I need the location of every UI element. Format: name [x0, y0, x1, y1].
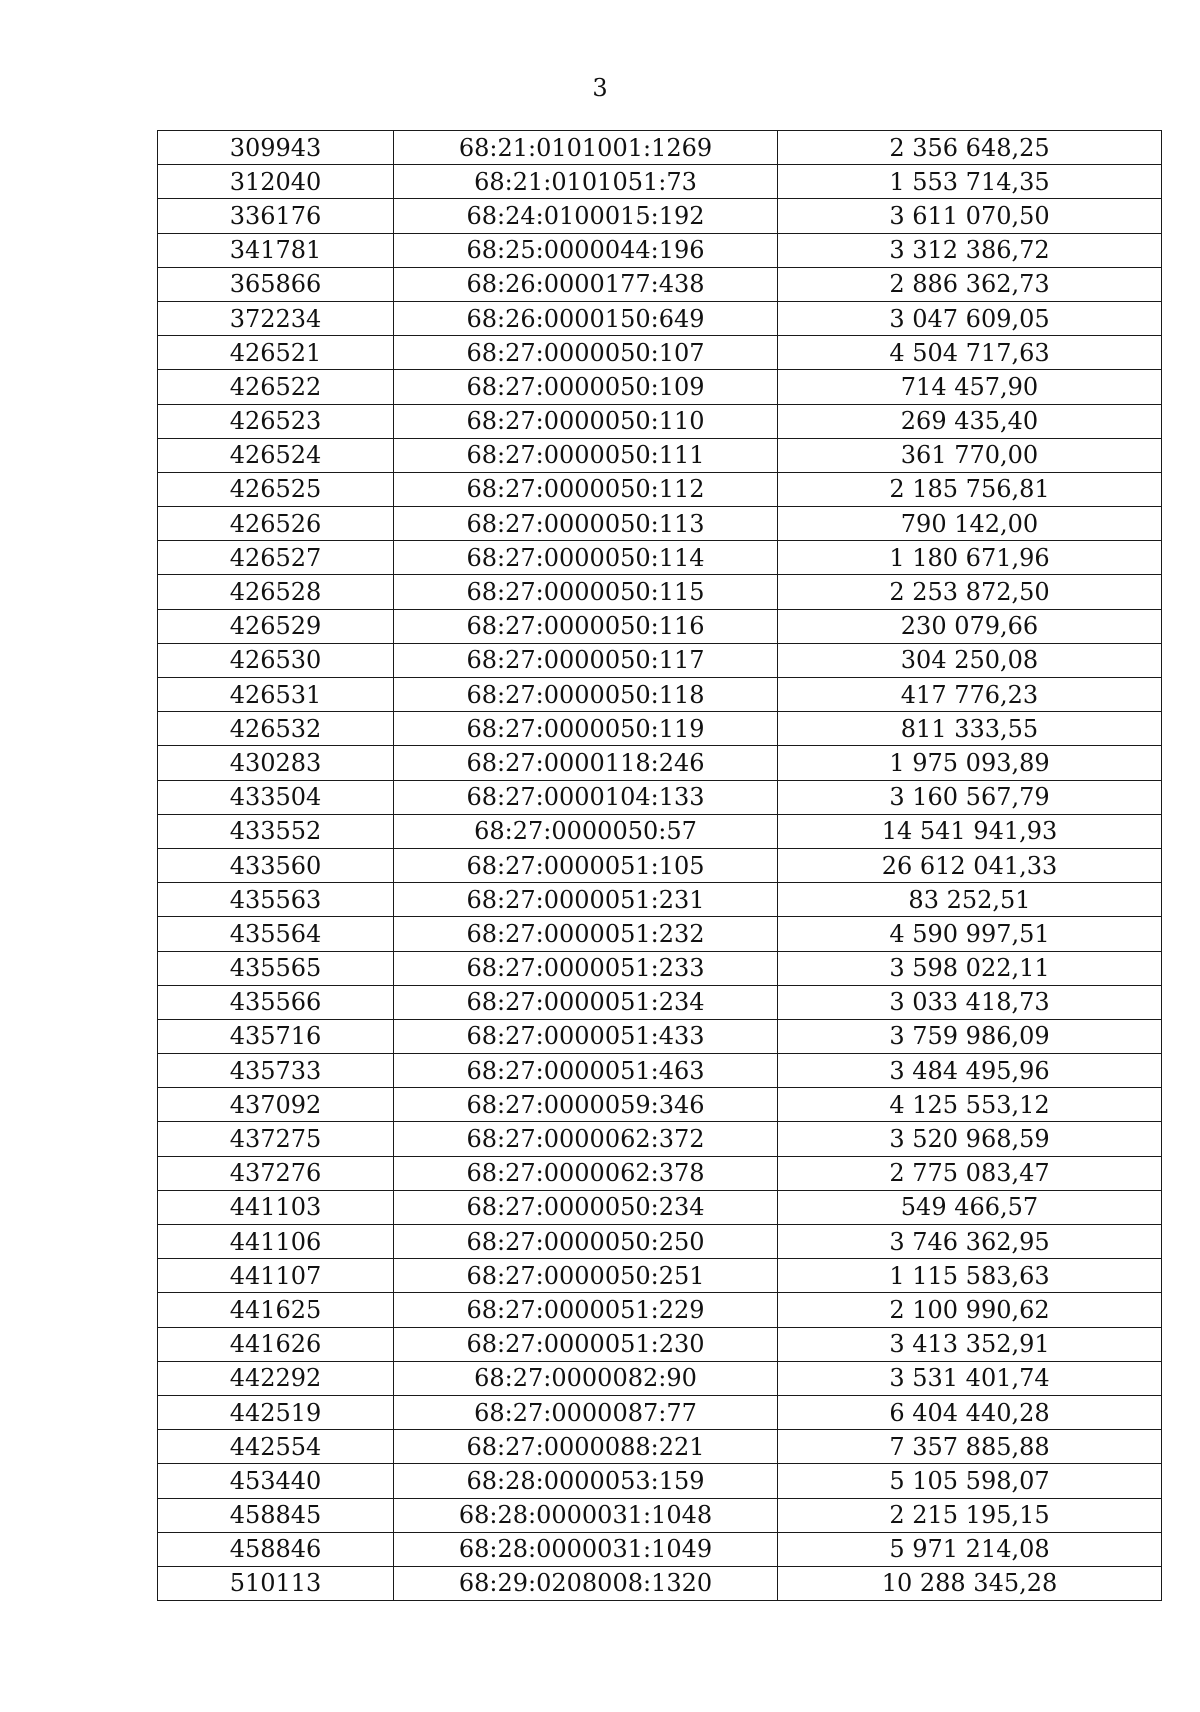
object-id-cell: 426524 — [158, 438, 394, 472]
cadastral-number-cell: 68:27:0000062:372 — [394, 1122, 778, 1156]
cadastral-value-cell: 4 590 997,51 — [778, 917, 1162, 951]
cadastral-value-cell: 1 115 583,63 — [778, 1259, 1162, 1293]
object-id-cell: 435565 — [158, 951, 394, 985]
cadastral-value-cell: 14 541 941,93 — [778, 814, 1162, 848]
object-id-cell: 441626 — [158, 1327, 394, 1361]
cadastral-number-cell: 68:27:0000050:109 — [394, 370, 778, 404]
cadastral-number-cell: 68:27:0000050:116 — [394, 609, 778, 643]
table-row — [158, 814, 1162, 848]
table-row — [158, 780, 1162, 814]
cadastral-number-cell: 68:27:0000051:433 — [394, 1019, 778, 1053]
object-id-cell: 433560 — [158, 848, 394, 882]
object-id-cell: 435716 — [158, 1019, 394, 1053]
object-id-cell: 312040 — [158, 165, 394, 199]
table-row — [158, 746, 1162, 780]
cadastral-value-cell: 10 288 345,28 — [778, 1566, 1162, 1600]
table-row — [158, 1498, 1162, 1532]
cadastral-number-cell: 68:27:0000082:90 — [394, 1361, 778, 1395]
cadastral-value-cell: 3 611 070,50 — [778, 199, 1162, 233]
cadastral-value-cell: 4 504 717,63 — [778, 336, 1162, 370]
table-row — [158, 1190, 1162, 1224]
table-row — [158, 301, 1162, 335]
table-row — [158, 370, 1162, 404]
cadastral-value-cell: 5 971 214,08 — [778, 1532, 1162, 1566]
cadastral-value-cell: 3 033 418,73 — [778, 985, 1162, 1019]
cadastral-number-cell: 68:27:0000050:118 — [394, 678, 778, 712]
table-body — [158, 131, 1162, 1601]
cadastral-number-cell: 68:27:0000050:110 — [394, 404, 778, 438]
cadastral-number-cell: 68:21:0101051:73 — [394, 165, 778, 199]
cadastral-number-cell: 68:28:0000031:1048 — [394, 1498, 778, 1532]
cadastral-number-cell: 68:27:0000051:230 — [394, 1327, 778, 1361]
object-id-cell: 437275 — [158, 1122, 394, 1156]
table-row — [158, 609, 1162, 643]
object-id-cell: 435566 — [158, 985, 394, 1019]
object-id-cell: 336176 — [158, 199, 394, 233]
cadastral-value-cell: 4 125 553,12 — [778, 1088, 1162, 1122]
cadastral-value-cell: 3 531 401,74 — [778, 1361, 1162, 1395]
cadastral-number-cell: 68:27:0000051:232 — [394, 917, 778, 951]
object-id-cell: 441103 — [158, 1190, 394, 1224]
cadastral-value-cell: 1 180 671,96 — [778, 541, 1162, 575]
cadastral-number-cell: 68:27:0000059:346 — [394, 1088, 778, 1122]
cadastral-value-cell: 549 466,57 — [778, 1190, 1162, 1224]
cadastral-number-cell: 68:27:0000051:234 — [394, 985, 778, 1019]
table-row — [158, 1259, 1162, 1293]
cadastral-value-cell: 3 746 362,95 — [778, 1225, 1162, 1259]
cadastral-value-cell: 417 776,23 — [778, 678, 1162, 712]
cadastral-number-cell: 68:27:0000051:105 — [394, 848, 778, 882]
object-id-cell: 458845 — [158, 1498, 394, 1532]
cadastral-value-cell: 3 759 986,09 — [778, 1019, 1162, 1053]
object-id-cell: 341781 — [158, 233, 394, 267]
object-id-cell: 435563 — [158, 883, 394, 917]
object-id-cell: 435733 — [158, 1054, 394, 1088]
object-id-cell: 442292 — [158, 1361, 394, 1395]
object-id-cell: 365866 — [158, 267, 394, 301]
table-row — [158, 1532, 1162, 1566]
table-row — [158, 233, 1162, 267]
cadastral-value-cell: 3 484 495,96 — [778, 1054, 1162, 1088]
table-row — [158, 438, 1162, 472]
cadastral-value-cell: 6 404 440,28 — [778, 1395, 1162, 1429]
table-row — [158, 1122, 1162, 1156]
cadastral-number-cell: 68:27:0000050:111 — [394, 438, 778, 472]
cadastral-value-cell: 2 356 648,25 — [778, 131, 1162, 165]
object-id-cell: 426523 — [158, 404, 394, 438]
cadastral-number-cell: 68:29:0208008:1320 — [394, 1566, 778, 1600]
cadastral-number-cell: 68:28:0000053:159 — [394, 1464, 778, 1498]
table-row — [158, 712, 1162, 746]
object-id-cell: 458846 — [158, 1532, 394, 1566]
table-row — [158, 1054, 1162, 1088]
cadastral-number-cell: 68:27:0000050:115 — [394, 575, 778, 609]
cadastral-number-cell: 68:27:0000062:378 — [394, 1156, 778, 1190]
cadastral-value-cell: 3 312 386,72 — [778, 233, 1162, 267]
cadastral-value-cell: 2 886 362,73 — [778, 267, 1162, 301]
page-number: 3 — [592, 74, 608, 102]
object-id-cell: 426527 — [158, 541, 394, 575]
object-id-cell: 437092 — [158, 1088, 394, 1122]
cadastral-value-cell: 2 775 083,47 — [778, 1156, 1162, 1190]
cadastral-number-cell: 68:27:0000050:234 — [394, 1190, 778, 1224]
object-id-cell: 442519 — [158, 1395, 394, 1429]
cadastral-value-cell: 2 100 990,62 — [778, 1293, 1162, 1327]
table-row — [158, 541, 1162, 575]
object-id-cell: 426531 — [158, 678, 394, 712]
cadastral-value-cell: 811 333,55 — [778, 712, 1162, 746]
object-id-cell: 441106 — [158, 1225, 394, 1259]
table-row — [158, 336, 1162, 370]
table-row — [158, 678, 1162, 712]
cadastral-number-cell: 68:27:0000050:251 — [394, 1259, 778, 1293]
object-id-cell: 426521 — [158, 336, 394, 370]
cadastral-number-cell: 68:27:0000050:112 — [394, 472, 778, 506]
cadastral-number-cell: 68:27:0000051:231 — [394, 883, 778, 917]
object-id-cell: 426532 — [158, 712, 394, 746]
table-row — [158, 1019, 1162, 1053]
table-row — [158, 1361, 1162, 1395]
cadastral-number-cell: 68:27:0000050:119 — [394, 712, 778, 746]
cadastral-number-cell: 68:27:0000050:107 — [394, 336, 778, 370]
cadastral-value-cell: 3 047 609,05 — [778, 301, 1162, 335]
cadastral-value-cell: 2 185 756,81 — [778, 472, 1162, 506]
table-row — [158, 131, 1162, 165]
table-row — [158, 404, 1162, 438]
cadastral-value-cell: 790 142,00 — [778, 507, 1162, 541]
cadastral-value-cell: 7 357 885,88 — [778, 1430, 1162, 1464]
cadastral-value-cell: 3 598 022,11 — [778, 951, 1162, 985]
table-row — [158, 575, 1162, 609]
cadastral-number-cell: 68:27:0000088:221 — [394, 1430, 778, 1464]
table-row — [158, 1430, 1162, 1464]
object-id-cell: 441107 — [158, 1259, 394, 1293]
cadastral-value-cell: 269 435,40 — [778, 404, 1162, 438]
cadastral-number-cell: 68:27:0000050:114 — [394, 541, 778, 575]
cadastral-number-cell: 68:26:0000177:438 — [394, 267, 778, 301]
cadastral-value-cell: 3 520 968,59 — [778, 1122, 1162, 1156]
table-row — [158, 883, 1162, 917]
table-row — [158, 1395, 1162, 1429]
cadastral-number-cell: 68:21:0101001:1269 — [394, 131, 778, 165]
object-id-cell: 441625 — [158, 1293, 394, 1327]
table-row — [158, 643, 1162, 677]
cadastral-value-cell: 3 160 567,79 — [778, 780, 1162, 814]
cadastral-value-cell: 2 253 872,50 — [778, 575, 1162, 609]
object-id-cell: 426528 — [158, 575, 394, 609]
table-row — [158, 165, 1162, 199]
cadastral-number-cell: 68:27:0000104:133 — [394, 780, 778, 814]
object-id-cell: 435564 — [158, 917, 394, 951]
table-row — [158, 1088, 1162, 1122]
cadastral-value-cell: 1 975 093,89 — [778, 746, 1162, 780]
object-id-cell: 430283 — [158, 746, 394, 780]
table-row — [158, 1327, 1162, 1361]
object-id-cell: 426522 — [158, 370, 394, 404]
cadastral-number-cell: 68:25:0000044:196 — [394, 233, 778, 267]
cadastral-number-cell: 68:27:0000050:113 — [394, 507, 778, 541]
cadastral-value-cell: 5 105 598,07 — [778, 1464, 1162, 1498]
object-id-cell: 426525 — [158, 472, 394, 506]
table-row — [158, 267, 1162, 301]
object-id-cell: 442554 — [158, 1430, 394, 1464]
object-id-cell: 309943 — [158, 131, 394, 165]
object-id-cell: 453440 — [158, 1464, 394, 1498]
cadastral-number-cell: 68:27:0000050:250 — [394, 1225, 778, 1259]
table-row — [158, 917, 1162, 951]
table-row — [158, 1464, 1162, 1498]
cadastral-number-cell: 68:27:0000118:246 — [394, 746, 778, 780]
object-id-cell: 372234 — [158, 301, 394, 335]
table-row — [158, 1225, 1162, 1259]
object-id-cell: 437276 — [158, 1156, 394, 1190]
object-id-cell: 433552 — [158, 814, 394, 848]
cadastral-number-cell: 68:27:0000051:463 — [394, 1054, 778, 1088]
table-row — [158, 848, 1162, 882]
cadastral-number-cell: 68:26:0000150:649 — [394, 301, 778, 335]
cadastral-number-cell: 68:27:0000051:233 — [394, 951, 778, 985]
cadastral-number-cell: 68:24:0100015:192 — [394, 199, 778, 233]
object-id-cell: 426526 — [158, 507, 394, 541]
cadastral-number-cell: 68:27:0000050:57 — [394, 814, 778, 848]
table-row — [158, 1566, 1162, 1600]
cadastral-number-cell: 68:27:0000051:229 — [394, 1293, 778, 1327]
table-row — [158, 951, 1162, 985]
cadastral-value-cell: 26 612 041,33 — [778, 848, 1162, 882]
cadastral-value-cell: 2 215 195,15 — [778, 1498, 1162, 1532]
object-id-cell: 510113 — [158, 1566, 394, 1600]
cadastral-value-cell: 361 770,00 — [778, 438, 1162, 472]
object-id-cell: 426529 — [158, 609, 394, 643]
cadastral-number-cell: 68:27:0000050:117 — [394, 643, 778, 677]
cadastral-value-cell: 1 553 714,35 — [778, 165, 1162, 199]
table-row — [158, 507, 1162, 541]
cadastral-number-cell: 68:28:0000031:1049 — [394, 1532, 778, 1566]
table-row — [158, 1293, 1162, 1327]
table-row — [158, 985, 1162, 1019]
cadastral-value-cell: 304 250,08 — [778, 643, 1162, 677]
object-id-cell: 433504 — [158, 780, 394, 814]
cadastral-value-cell: 714 457,90 — [778, 370, 1162, 404]
cadastral-number-cell: 68:27:0000087:77 — [394, 1395, 778, 1429]
cadastral-value-cell: 83 252,51 — [778, 883, 1162, 917]
cadastral-value-cell: 230 079,66 — [778, 609, 1162, 643]
cadastral-value-table — [157, 130, 1162, 1601]
cadastral-value-cell: 3 413 352,91 — [778, 1327, 1162, 1361]
table-row — [158, 472, 1162, 506]
table-row — [158, 199, 1162, 233]
object-id-cell: 426530 — [158, 643, 394, 677]
table-row — [158, 1156, 1162, 1190]
